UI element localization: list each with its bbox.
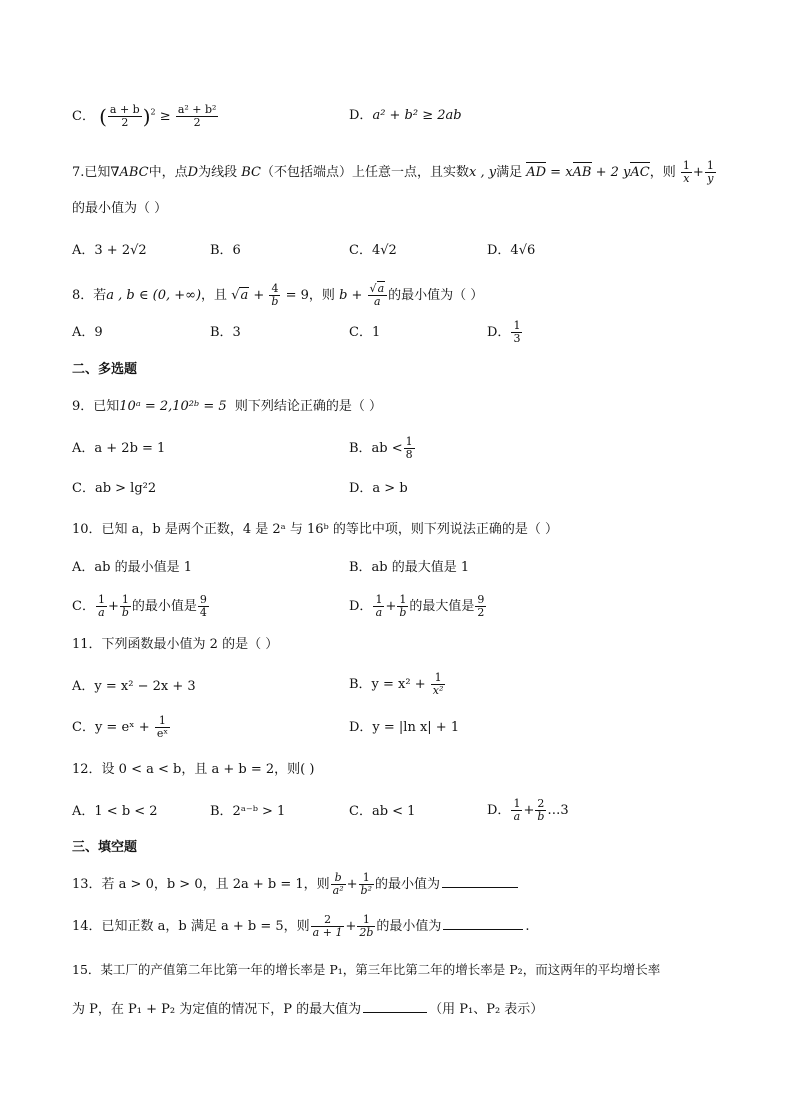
q15-stem: 15．某工厂的产值第二年比第一年的增长率是 P₁，第三年比第二年的增长率是 P₂，而这两年的平均增长率 [72,962,661,977]
q12-option-c: C．ab < 1 [349,804,416,819]
q9-option-a: A．a + 2b = 1 [72,441,166,456]
q10-stem: 10．已知 a，b 是两个正数，4 是 2ᵃ 与 16ᵇ 的等比中项，则下列说法正确的是（ ） [72,522,558,537]
q10-option-c: C． $\frac{1}{a}$ + $\frac{1}{b}$ 的最小值是 $\frac{9}{4}$ [72,593,207,619]
section-fill-blank-heading: 三、填空题 [72,840,138,855]
q8-option-c: C．1 [349,325,381,340]
q11-option-c: C．y = eˣ + $\frac{1}{\text{eˣ}}$ [72,714,168,740]
q12-stem: 12．设 0 < a < b，且 a + b = 2，则( ) [72,762,315,777]
q9-stem: 9．已知10ᵃ = 2,10²ᵇ = 5 则下列结论正确的是（ ） [72,399,383,414]
q11-option-d: D．y = |ln x| + 1 [349,720,460,735]
q14-stem: 14．已知正数 a，b 满足 a + b = 5，则 $\frac{2}{a + 1}$ + $\frac{1}{2b}$ 的最小值为 . [72,913,530,939]
q13-answer-blank [442,877,518,888]
q8-option-b: B．3 [210,325,241,340]
q11-option-b: B．y = x² + $\frac{1}{\text{x²}}$ [349,671,444,697]
q7-option-b: B．6 [210,243,241,258]
section-multi-choice-heading: 二、多选题 [72,362,138,377]
q11-option-a: A．y = x² − 2x + 3 [72,679,196,694]
q10-option-a: A．ab 的最小值是 1 [72,560,192,575]
q8-stem: 8．若a , b ∈ (0, +∞)，且 √a + $\frac{4}{b}$ = 9，则 b + $\frac{√a}{a}$ 的最小值为（ ） [72,282,484,308]
q13-stem: 13．若 a > 0，b > 0，且 2a + b = 1，则 $\frac{b}{\text{a²}}$ + $\frac{1}{\text{b²}}$ 的最小值为 [72,872,520,897]
q7-stem-line2: 的最小值为（ ） [72,201,168,216]
q6-option-d: D．a² + b² ≥ 2ab [349,108,462,123]
q7-option-d: D．4√6 [487,243,536,258]
q10-option-b: B．ab 的最大值是 1 [349,560,470,575]
q12-option-d: D． $\frac{1}{a}$ + $\frac{2}{b}$ …3 [487,797,569,823]
q7-option-c: C．4√2 [349,243,397,258]
q9-option-b: B．ab < $\frac{1}{8}$ [349,435,413,461]
q8-option-d: D． $\frac{1}{3}$ [487,319,521,345]
q6-c-fraction: $\frac{a + b}{2}$ [109,103,140,129]
q15-stem-line2: 为 P，在 P₁ + P₂ 为定值的情况下，P 的最大值为 （用 P₁、P₂ 表示） [72,1002,544,1017]
q12-option-a: A．1 < b < 2 [72,804,158,819]
q6-option-c: C． ( $\frac{a + b}{2}$ )$^2$ ≥ $\frac{\text{a² + b²}}{2}$ [72,103,217,129]
q11-stem: 11．下列函数最小值为 2 的是（ ） [72,637,279,652]
q15-answer-blank [363,1002,427,1013]
q8-option-a: A．9 [72,325,103,340]
q9-option-c: C．ab > lg²2 [72,481,157,496]
q14-answer-blank [443,919,523,930]
q12-option-b: B．2ᵃ⁻ᵇ > 1 [210,804,286,819]
q10-option-d: D． $\frac{1}{a}$ + $\frac{1}{b}$ 的最大值是 $\frac{9}{2}$ [349,593,485,619]
q7-option-a: A．3 + 2√2 [72,243,147,258]
q7-stem: 7.已知∇ABC中，点D为线段 BC（不包括端点）上任意一点，且实数x , y满足 AD = xAB + 2 yAC，则 $\frac{1}{x}$ + $\frac{1}{y}$ [72,159,714,185]
q6-c-rhs-fraction: $\frac{\text{a² + b²}}{2}$ [177,103,217,129]
q9-option-d: D．a > b [349,481,408,496]
